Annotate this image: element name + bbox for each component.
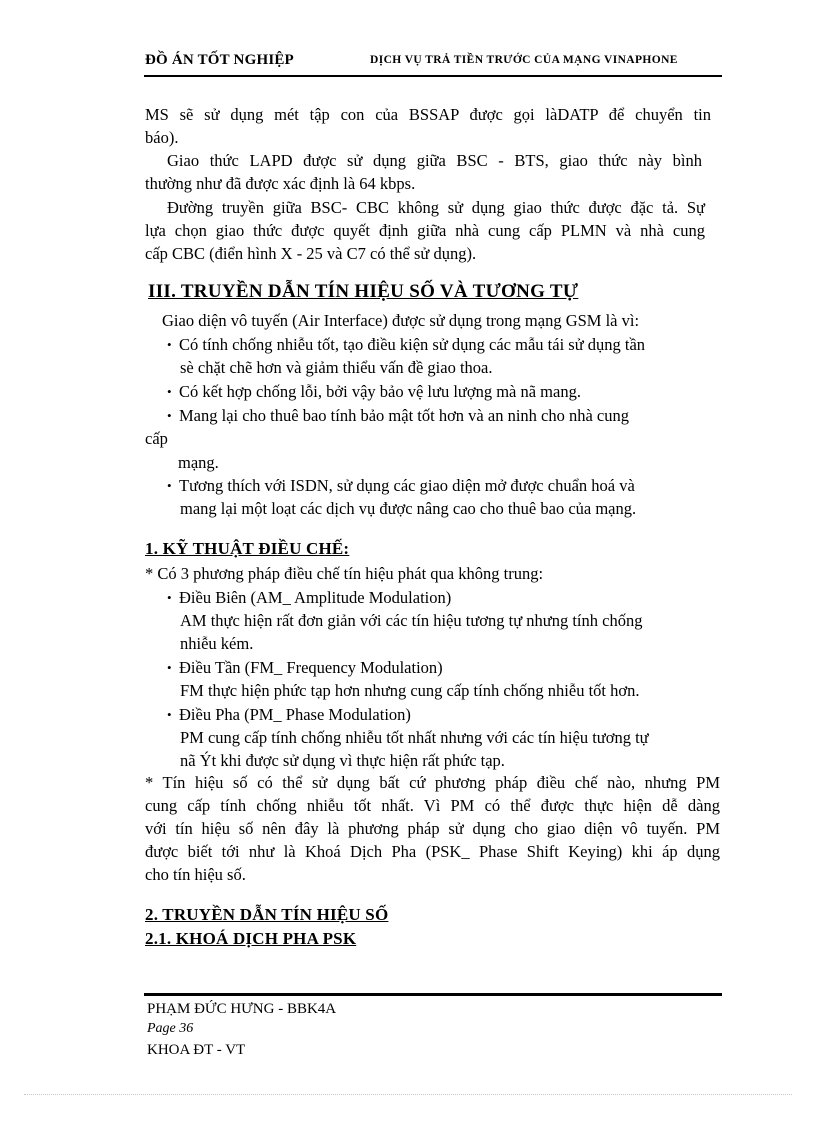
- section-3-bullet-4: [167, 475, 635, 497]
- section-1-heading: 1. KỸ THUẬT ĐIỀU CHẾ:: [145, 539, 350, 558]
- intro-line-3: Giao thức LAPD được sử dụng giữa BSC - BTS, giao thức này bình: [167, 151, 702, 170]
- section-2-heading: 2. TRUYỀN DẪN TÍN HIỆU SỐ: [145, 905, 389, 924]
- fm-title-text: Điều Tần (FM_ Frequency Modulation): [179, 658, 443, 677]
- section-3-heading: III. TRUYỀN DẪN TÍN HIỆU SỐ VÀ TƯƠNG TỰ: [148, 281, 579, 302]
- bullet-2-text: Có kết hợp chống lỗi, bởi vậy bảo vệ lưu lượng mà nã mang.: [179, 382, 581, 401]
- section-1-lead: * Có 3 phương pháp điều chế tín hiệu phát qua không trung:: [145, 564, 544, 583]
- bullet-icon: •: [167, 478, 172, 493]
- bullet-icon: •: [167, 408, 172, 423]
- page-bottom-divider: [24, 1094, 792, 1095]
- footer-department: KHOA ĐT - VT: [147, 1042, 246, 1058]
- am-title-text: Điều Biên (AM_ Amplitude Modulation): [179, 588, 452, 607]
- note-line-5: cho tín hiệu số.: [145, 865, 246, 884]
- bullet-3-text: Mang lại cho thuê bao tính bảo mật tốt hơn và an ninh cho nhà cung: [179, 406, 629, 425]
- bullet-icon: •: [167, 660, 172, 675]
- section-3-bullet-3-cont-1: cấp: [145, 429, 168, 448]
- intro-line-6: lựa chọn giao thức được quyết định giữa nhà cung cấp PLMN và nhà cung: [145, 221, 705, 240]
- pm-title-text: Điều Pha (PM_ Phase Modulation): [179, 705, 411, 724]
- section-2-1-heading: 2.1. KHOÁ DỊCH PHA PSK: [145, 929, 357, 948]
- am-desc-2: nhiễu kém.: [180, 634, 254, 653]
- am-title: [167, 587, 451, 609]
- pm-title: [167, 704, 411, 726]
- footer-rule: [144, 993, 722, 996]
- note-line-4: được biết tới như là Khoá Dịch Pha (PSK_ Phase Shift Keying) khi áp dụng: [145, 842, 720, 861]
- fm-title: [167, 657, 443, 679]
- bullet-icon: •: [167, 590, 172, 605]
- fm-desc: FM thực hiện phức tạp hơn nhưng cung cấp tính chống nhiễu tốt hơn.: [180, 681, 640, 700]
- pm-desc-2: nã Ýt khi được sử dụng vì thực hiện rất phức tạp.: [180, 751, 505, 770]
- section-3-bullet-4-cont: mang lại một loạt các dịch vụ được nâng cao cho thuê bao của mạng.: [180, 499, 637, 518]
- intro-line-1: MS sẽ sử dụng mét tập con của BSSAP được gọi làDATP để chuyển tin: [145, 105, 711, 124]
- am-desc-1: AM thực hiện rất đơn giản với các tín hiệu tương tự nhưng tính chống: [180, 611, 643, 630]
- intro-line-5: Đường truyền giữa BSC- CBC không sử dụng giao thức được đặc tả. Sự: [167, 198, 705, 217]
- pm-desc-1: PM cung cấp tính chống nhiễu tốt nhất nhưng với các tín hiệu tương tự: [180, 728, 649, 747]
- intro-line-4: thường như đã được xác định là 64 kbps.: [145, 174, 416, 193]
- footer-page-number: Page 36: [147, 1021, 194, 1036]
- section-3-bullet-1: [167, 334, 645, 356]
- note-line-1: * Tín hiệu số có thể sử dụng bất cứ phương pháp điều chế nào, nhưng PM: [145, 773, 720, 792]
- section-3-bullet-1-cont: sè chặt chẽ hơn và giảm thiểu vấn đề giao thoa.: [180, 358, 493, 377]
- section-3-bullet-2: [167, 381, 581, 403]
- bullet-icon: •: [167, 384, 172, 399]
- footer-author: PHẠM ĐỨC HƯNG - BBK4A: [147, 1001, 337, 1017]
- bullet-1-text: Có tính chống nhiễu tốt, tạo điều kiện sử dụng các mẫu tái sử dụng tần: [179, 335, 646, 354]
- bullet-icon: •: [167, 707, 172, 722]
- bullet-4-text: Tương thích với ISDN, sử dụng các giao diện mở được chuẩn hoá và: [179, 476, 635, 495]
- section-3-bullet-3: [167, 405, 629, 427]
- header-rule: [144, 75, 722, 77]
- note-line-3: với tín hiệu số nên đây là phương pháp sử dụng cho giao diện vô tuyến. PM: [145, 819, 720, 838]
- intro-line-2: báo).: [145, 128, 179, 147]
- intro-line-7: cấp CBC (điển hình X - 25 và C7 có thể sử dụng).: [145, 244, 477, 263]
- section-3-lead: Giao diện vô tuyến (Air Interface) được sử dụng trong mạng GSM là vì:: [162, 311, 640, 330]
- header-left-title: ĐỒ ÁN TỐT NGHIỆP: [145, 52, 294, 68]
- note-line-2: cung cấp tính chống nhiễu tốt nhất. Vì PM có thể được thực hiện dễ dàng: [145, 796, 720, 815]
- bullet-icon: •: [167, 337, 172, 352]
- header-right-title: DỊCH VỤ TRẢ TIỀN TRƯỚC CỦA MẠNG VINAPHONE: [370, 54, 678, 66]
- section-3-bullet-3-cont-2: mạng.: [178, 453, 219, 472]
